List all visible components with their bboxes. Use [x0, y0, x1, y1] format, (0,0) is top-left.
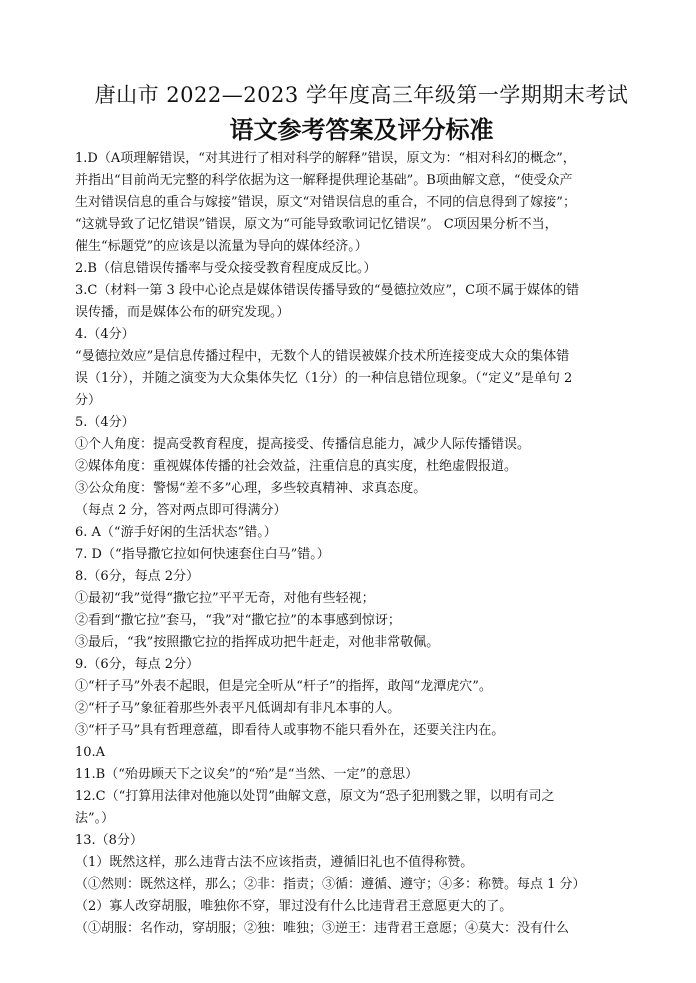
answer-line: （①胡服：名作动，穿胡服；②独：唯独；③逆王：违背君王意愿；④莫大：没有什么: [75, 921, 570, 936]
answer-line: 8.（6分，每点 2分）: [75, 569, 200, 584]
answer-line: 5.（4分）: [75, 415, 135, 430]
answer-line: ①“杆子马”外表不起眼，但是完全听从“杆子”的指挥，敢闯“龙潭虎穴”。: [75, 679, 492, 694]
answer-line: 误（1分），并随之演变为大众集体失忆（1分）的一种信息错位现象。（“定义”是单句 2: [75, 371, 573, 386]
exam-title: 唐山市 2022—2023 学年度高三年级第一学期期末考试: [94, 83, 629, 107]
answer-line: 催生“标题党”的应该是以流量为导向的媒体经济。）: [75, 239, 368, 254]
answer-line: 法”。）: [75, 811, 115, 826]
answer-line: “这就导致了记忆错误”错误，原文为“可能导致歌词记忆错误”。 C项因果分析不当，: [75, 217, 558, 232]
answer-line: 6. A（“游手好闲的生活状态”错。）: [75, 525, 277, 540]
answer-line: 4.（4分）: [75, 327, 135, 342]
answer-line: 分）: [75, 393, 102, 408]
answer-line: 生对错误信息的重合与嫁接”错误，原文“对错误信息的重合，不同的信息得到了嫁接”；: [75, 195, 576, 210]
answer-line: （①然则：既然这样，那么；②非：指责；③循：遵循、遵守；④多：称赞。每点 1 分）: [75, 877, 586, 892]
answer-line: 13.（8分）: [75, 833, 143, 848]
answer-line: （每点 2 分，答对两点即可得满分）: [75, 503, 287, 518]
document-subtitle: 语文参考答案及评分标准: [229, 115, 494, 144]
answer-line: 12.C（“打算用法律对他施以处罚”曲解文意，原文为“恐子犯刑戮之罪，以明有司之: [75, 789, 555, 804]
answer-content: [75, 148, 648, 940]
answer-line: ③公众角度：警惕“差不多”心理，多些较真精神、求真态度。: [75, 481, 427, 496]
answer-line: ②媒体角度：重视媒体传播的社会效益，注重信息的真实度，杜绝虚假报道。: [75, 459, 518, 474]
answer-line: 并指出“目前尚无完整的科学依据为这一解释提供理论基础”。B项曲解文意，“使受众产: [75, 173, 573, 188]
answer-line: ①个人角度：提高受教育程度，提高接受、传播信息能力，减少人际传播错误。: [75, 437, 531, 452]
answer-line: 误传播，而是媒体公布的研究发现。）: [75, 305, 290, 320]
answer-line: 9.（6分，每点 2分）: [75, 657, 200, 672]
answer-line: ①最初“我”觉得“撒它拉”平平无奇，对他有些轻视；: [75, 591, 375, 606]
answer-line: 11.B（“殆毋顾天下之议矣”的“殆”是“当然、一定”的意思）: [75, 767, 419, 782]
answer-line: ②看到“撒它拉”套马，“我”对“撒它拉”的本事感到惊讶；: [75, 613, 401, 628]
answer-line: 3.C（材料一第 3 段中心论点是媒体错误传播导致的“曼德拉效应”，C项不属于媒体的错: [75, 283, 580, 298]
answer-line: ③“杆子马”具有哲理意蕴，即看待人或事物不能只看外在，还要关注内在。: [75, 723, 505, 738]
answer-line: 2.B（信息错误传播率与受众接受教育程度成反比。）: [75, 261, 377, 276]
answer-line: 10.A: [75, 745, 106, 760]
answer-line: ③最后，“我”按照撒它拉的指挥成功把牛赶走，对他非常敬佩。: [75, 635, 440, 650]
answer-line: 1.D（A项理解错误，“对其进行了相对科学的解释”错误，原文为：“相对科幻的概念”，: [75, 151, 576, 166]
answer-line: “曼德拉效应”是信息传播过程中，无数个人的错误被媒介技术所连接变成大众的集体错: [75, 349, 570, 364]
answer-line: 7. D（“指导撒它拉如何快速套住白马”错。）: [75, 547, 330, 562]
answer-line: ②“杆子马”象征着那些外表平凡低调却有非凡本事的人。: [75, 701, 401, 716]
answer-line: （2）寡人改穿胡服，唯独你不穿，罪过没有什么比违背君王意愿更大的了。: [75, 899, 513, 914]
answer-line: （1）既然这样，那么违背古法不应该指责，遵循旧礼也不值得称赞。: [75, 855, 474, 870]
